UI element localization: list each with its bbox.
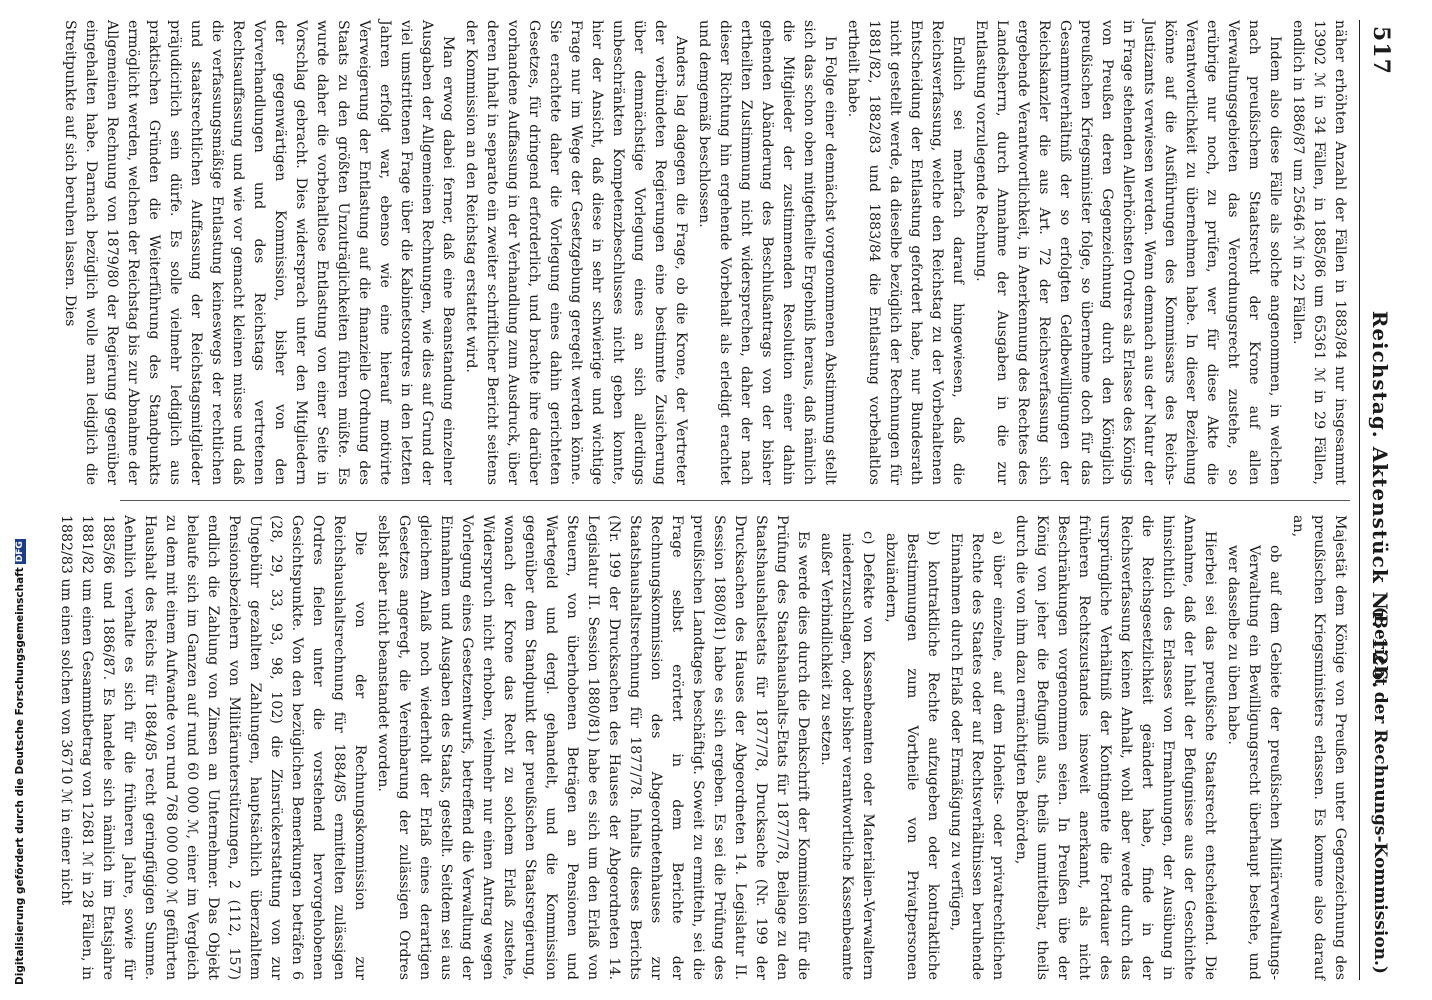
page-title: Reichstag. Aktenstück Nr. 126.: [1368, 310, 1392, 690]
digitization-note-text: [14, 541, 26, 985]
column-divider: [120, 500, 1350, 501]
paragraph: Man erwog dabei ferner, daß eine Beanstandung einzelner Ausgaben der Allgemeinen Rechnungen, wie dies auf Grund der viel umstrittenen Frage über die Kabinetsordres in den letzten Jahren erfolgt war, ebenso wie eine hierauf motivirte Verweigerung der Entlastung auf die finanzielle Ordnung des Staats zu den größten Unzuträglichkeiten führen müßte. Es wurde daher die vorbehaltlose Entlastung von einer Seite in Vorschlag gebracht. Dies widersprach unter den Mitgliedern der gegenwärtigen Kommission, bisher von den Vorverhandlungen und des Reichstags vertretenen Rechtsauffassung und wie vor gemacht kleinen müsse und daß die verfassungsmäßige Entlastung keineswegs der rechtlichen und staatsrechtlichen Auffassung der Reichstagsmitglieder präjudicirlich sein dürfe. Es solle vielmehr lediglich aus praktischen Gründen die Weiterführung des Standpunkts ermöglicht werden, welchen der Reichstag bis zur Abnahme der Allgemeinen Rechnung von 1879/80 der Regierung gegenüber eingehalten habe. Darnach bezüglich wolle man lediglich die Streitpunkte auf sich beruhen lassen. Dies: [62, 20, 456, 485]
paragraph: ob auf dem Gebiete der preußischen Militärverwaltungs-Verwaltung ein Bewilligungsrecht überhaupt bestehe, und wer dasselbe zu üben habe.: [1225, 545, 1283, 980]
funding-credit: Digitalisierung gefördert durch die Deutsche Forschungsgemeinschaft: [14, 567, 26, 985]
list-item: a) über einzelne, auf dem Hoheits- oder privatrechtlichen Rechte des Staates oder auf Rechtsverhältnissen beruhende Einnahmen durch Erlaß oder Ermäßigung zu verfügen,: [948, 531, 1006, 980]
text-columns: [58, 20, 1350, 980]
list-item: c) Defekte von Kassenbeamten oder Materialien-Verwaltern niederzuschlagen, oder bisher verantwortliche Kassenbeamte außer Verbindlichkeit zu setzen.: [818, 531, 876, 980]
paragraph: Die von der Rechnungskommission zur Reichshaushaltsrechnung für 1884/85 ermittelten zulässigen Ordres fielen unter die vorstehend hervorgehobenen Gesichtspunkte. Von den bezüglichen Bemerkungen beträfen 6 (28, 29, 33, 93, 98, 102) die Zinsrückerstattung von zur Ungebühr gezahlten Zahlungen, hauptsächlich überzahltem Pensionsbeziehern von Militärunterstützungen, 2 (112, 157) endlich die Zahlung von Zinsen an Unternehmer. Das Objekt belaufe sich im Ganzen auf rund 60 000 ℳ, einer im Vergleich zu dem mit einem Aufwande von rund 768 000 000 ℳ geführten Haushalt des Reichs für 1884/85 recht geringfügigen Summe. Aehnlich verhalte es sich für die früheren Jahre, sowie für 1885/86 und 1886/87. Es handele sich nämlich im Etatsjahre 1881/82 um einen Gesammtbetrag von 12681 ℳ in 28 Fällen, in 1882/83 um einen solchen von 36710 ℳ in einer nicht: [58, 515, 368, 980]
left-column: [62, 20, 1350, 485]
paragraph: In Folge einer demnächst vorgenommenen Abstimmung stellt sich das schon oben mitgetheilte Ergebniß heraus, daß nämlich die Mitglieder der zustimmenden Resolution einer dahin gehenden Abänderung des Beschlußantrags von der bisher ertheilten Zustimmung nicht widersprechen, daher der nach dieser Richtung hin ergehende Vorbehalt als erledigt erachtet und demgemäß beschlossen.: [696, 20, 838, 485]
dfg-logo: DFG: [14, 541, 25, 563]
digitization-note: [0, 0, 40, 1000]
list-item: b) kontraktliche Rechte aufzugeben oder kontraktliche Bestimmungen zum Vortheile von Privatpersonen abzuändern,: [883, 531, 941, 980]
paragraph: Anders lag dagegen die Frage, ob die Krone, der Vertreter der verbündeten Regierungen eine bestimmte Zusicherung über demnächstige Vorlegung eines an sich allerdings unbeschränkten Kompetenzbeschlusses nicht geben konnte, hier der Ansicht, daß diese in sehr schwierige und wichtige Frage nur im Wege der Gesetzgebung geregelt werden könne. Sie erachtete daher die Vorlegung eines dahin gerichteten Gesetzes, für dringend erforderlich, und brachte ihre darüber vorhandene Auffassung in der Verhandlung zum Ausdruck, über deren Inhalt in separato ein zweiter schriftlicher Bericht seitens der Kommission an den Reichstag erstattet wird.: [463, 20, 689, 485]
right-column: [58, 515, 1350, 980]
rotated-page: [58, 20, 1400, 980]
paragraph: Majestät dem Könige von Preußen unter Gegenzeichnung des preußischen Kriegsministers erlassen. Es komme also darauf an,: [1290, 515, 1348, 980]
running-head: [1359, 20, 1400, 980]
paragraph: Hierbei sei das preußische Staatsrecht entscheidend. Die Annahme, daß der Inhalt der Befugnisse aus der Geschichte hinsichtlich des Erlasses von Ermahnungen, der Ausübung in die Reichsgesetzlichkeit geändert habe, finde in der Reichsverfassung keinen Anhalt, wohl aber werde durch das ursprüngliche Verhältniß der Kontingente die Fortdauer des früheren Rechtszustandes insoweit anerkannt, als nicht Beschränkungen vorgenommen seien. In Preußen übe der König von jeher die Befugniß aus, theils unmittelbar, theils durch die von ihm dazu ermächtigten Behörden,: [1013, 515, 1218, 980]
page-subtitle: (Bericht der Rechnungs-Kommission.): [1370, 606, 1390, 974]
paragraph: Es werde dies durch die Denkschrift der Kommission für die Prüfung des Staatshaushalts-Etats für 1877/78, Beilage zu den Staatshaushaltsetats für 1877/78, Drucksache (Nr. 199 der Drucksachen des Hauses der Abgeordneten 14. Legislatur II. Session 1880/81) habe es sich ergeben. Es sei die Prüfung des preußischen Landtages beschäftigt. Soweit zu ermitteln, sei die Frage selbst erörtert in dem Berichte der Rechnungskommission des Abgeordnetenhauses zur Staatshaushaltsrechnung für 1877/78. Inhalts dieses Berichts (Nr. 199 der Drucksachen des Hauses der Abgeordneten 14. Legislatur II. Session 1880/81) habe es sich um den Erlaß von Steuern, von überhobenen Beträgen an Pensionen und Wartegeld und dergl. gehandelt, und die Kommission gegenüber dem Standpunkt der preußischen Staatsregierung, wonach der Krone das Recht zu solchem Erlaß zustehe, Widerspruch nicht erhoben, vielmehr nur einen Antrag wegen Vorlegung eines Gesetzentwurfs, betreffend die Verwaltung der Einnahmen und Ausgaben des Staats, gestellt. Seitdem sei aus gleichem Anlaß noch wiederholt der Erlaß eines derartigen Gesetzes angeregt, die Vereinbarung der zulässigen Ordres selbst aber nicht beanstandet worden.: [375, 515, 811, 980]
page-number: 517: [1368, 26, 1394, 75]
paragraph: näher erhöhten Anzahl der Fällen in 1883/84 nur insgesammt 13902 ℳ in 34 Fällen, in 1885/86 um 65361 ℳ in 29 Fällen, endlich in 1886/87 um 25646 ℳ in 22 Fällen.: [1290, 20, 1348, 485]
scanned-page: [60, 0, 1432, 1000]
paragraph: Endlich sei mehrfach darauf hingewiesen, daß die Reichsverfassung, welche den Reichstag zu der Vorbehaltenen Entscheidung der Entlastung gefordert habe, nur Bundesrath nicht gestellt werde, da dieselbe bezüglich der Rechnungen für 1881/82, 1882/83 und 1883/84 die Entlastung vorbehaltlos ertheilt habe.: [845, 20, 966, 485]
paragraph: Indem also diese Fälle als solche angenommen, in welchen nach preußischem Staatsrecht der Krone auf allen Verwaltungsgebieten das Verordnungsrecht zustehe, so erübrige nur noch, zu prüfen, wer für diese Akte die Verantwortlichkeit zu übernehmen habe. In dieser Beziehung könne auf die Ausführungen des Kommissars des Reichs-Justizamts verwiesen werden. Wenn demnach aus der Natur der in Frage stehenden Allerhöchsten Ordres als Erlasse des Königs von Preußen deren Gegenzeichnung durch den Königlich preußischen Kriegsminister folge, so übernehme doch für das Gesammtverhältniß der so erfolgten Geldbewilligungen der Reichskanzler die aus Art. 72 der Reichsverfassung sich ergebende Verantwortlichkeit, in Anerkennung des Rechtes des Landesherrn, durch Annahme der Ausgaben in die zur Entlastung vorzulegende Rechnung.: [973, 20, 1283, 485]
